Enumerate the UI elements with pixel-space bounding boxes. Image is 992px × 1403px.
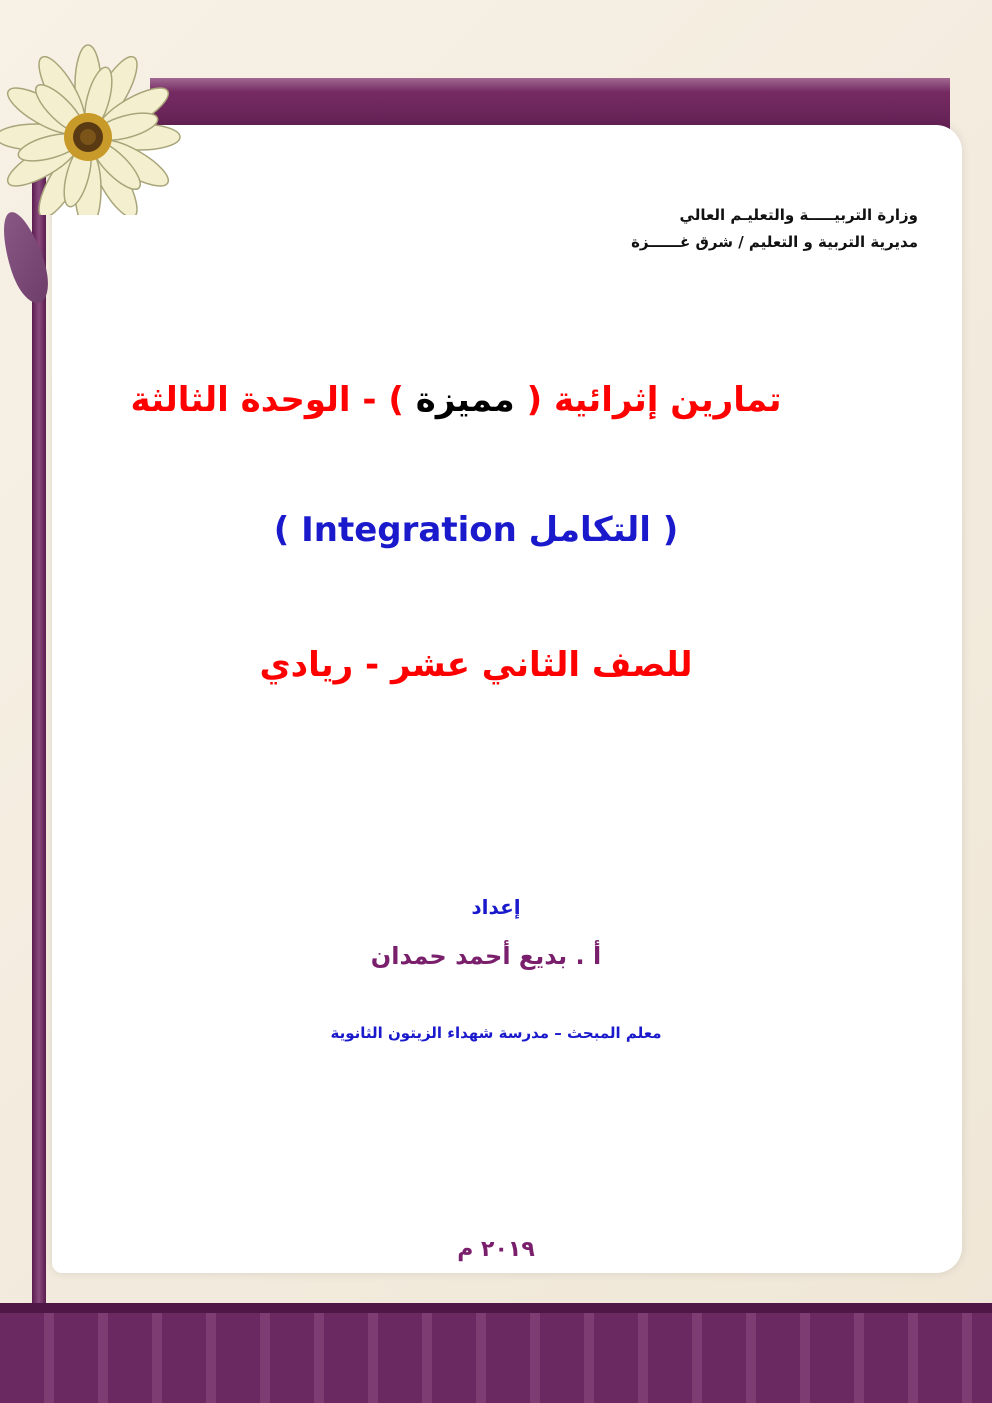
title-highlight: مميزة [415,380,515,420]
prepared-by-label: إعداد [471,895,521,919]
grade-level: للصف الثاني عشر - ريادي [259,645,693,685]
daisy-icon [0,15,200,215]
content-card [52,125,962,1273]
bottom-band-edge [0,1303,992,1313]
title-part-3: ) - الوحدة الثالثة [130,380,404,420]
flower-stem [32,170,46,1310]
document-year: ٢٠١٩ م [457,1237,535,1262]
ministry-name: وزارة التربيـــــة والتعليـم العالي [679,206,918,224]
document-subtitle: ( التكامل Integration ) [273,510,679,550]
author-role: معلم المبحث – مدرسة شهداء الزيتون الثانوية [330,1024,662,1042]
document-title [0,380,992,420]
title-part-1: تمارين إثرائية ( [526,380,782,420]
directorate-name: مديرية التربية و التعليم / شرق غــــــزة [631,233,918,251]
top-band-highlight [150,78,950,92]
author-name: أ . بديع أحمد حمدان [370,942,602,970]
bottom-decorative-band [0,1303,992,1403]
